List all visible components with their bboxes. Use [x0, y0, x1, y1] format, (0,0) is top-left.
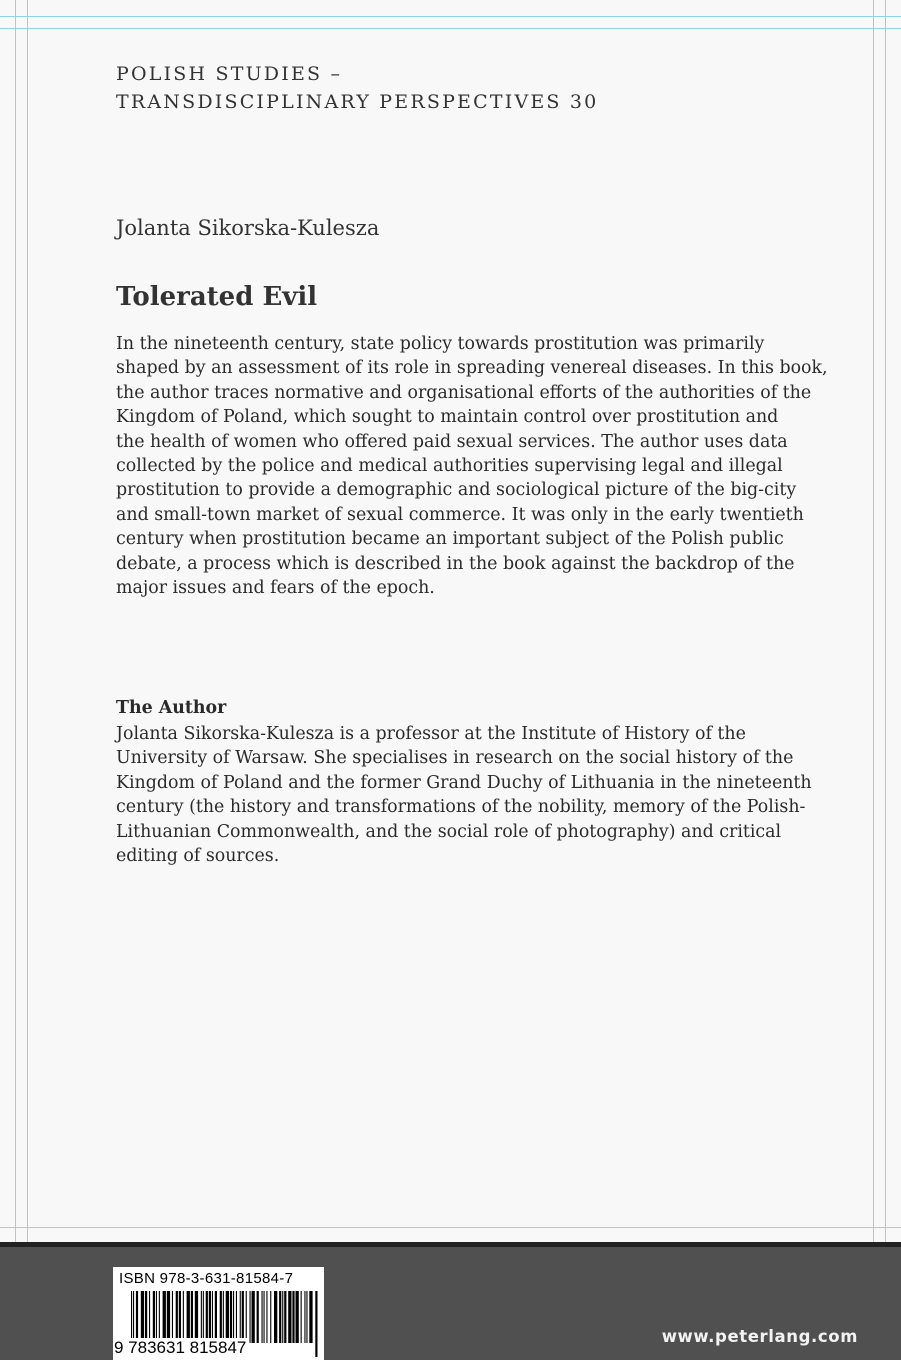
guide-line — [0, 28, 901, 29]
description-line: century when prostitution became an important subject of the Polish public — [116, 529, 784, 550]
description-line: the health of women who offered paid sexual services. The author uses data — [116, 431, 788, 452]
biography-line: Lithuanian Commonwealth, and the social role of photography) and critical — [116, 821, 782, 842]
barcode-number — [113, 1338, 324, 1358]
biography-line: Jolanta Sikorska-Kulesza is a professor at the Institute of History of the — [116, 724, 746, 744]
barcode-bar — [195, 1291, 198, 1343]
barcode-bar — [279, 1291, 281, 1343]
barcode-bar — [145, 1291, 147, 1343]
footer-divider — [0, 1242, 901, 1247]
guide-line — [885, 0, 886, 1360]
biography-line: editing of sources. — [116, 846, 280, 867]
barcode-bar — [236, 1291, 237, 1343]
description-line: prostitution to provide a demographic and sociological picture of the big-city — [116, 480, 797, 501]
barcode-bar — [306, 1291, 307, 1343]
barcode-bar — [183, 1291, 184, 1343]
description-line: the author traces normative and organisational efforts of the authorities of the — [116, 382, 812, 403]
barcode-bar — [270, 1291, 271, 1343]
barcode-bar — [136, 1291, 138, 1343]
guide-line — [0, 16, 901, 17]
barcode-bar — [212, 1291, 213, 1343]
about-author-heading: The Author — [116, 698, 227, 718]
barcode-bar — [301, 1291, 302, 1343]
series-title-line-1: POLISH STUDIES – — [116, 63, 343, 85]
biography-line: century (the history and transformations of the nobility, memory of the Polish- — [116, 797, 806, 818]
description-line: and small-town market of sexual commerce. It was only in the early twentieth — [116, 504, 804, 525]
barcode-bar — [262, 1291, 263, 1343]
barcode-bar — [246, 1291, 247, 1343]
barcode-bar — [206, 1291, 208, 1343]
barcode-bar — [257, 1291, 259, 1343]
biography-line: Kingdom of Poland and the former Grand Duchy of Lithuania in the nineteenth — [116, 772, 812, 793]
barcode-bar — [266, 1291, 267, 1343]
barcode-bar — [220, 1291, 222, 1343]
isbn-label: ISBN 978-3-631-81584-7 — [119, 1270, 294, 1287]
barcode-bar — [203, 1291, 204, 1343]
guide-line — [15, 0, 16, 1360]
barcode-bar — [296, 1291, 299, 1343]
barcode-bar — [163, 1291, 166, 1343]
barcode-bar — [292, 1291, 294, 1343]
barcode-bar — [240, 1291, 241, 1343]
barcode-bar — [309, 1291, 312, 1343]
barcode-bar — [282, 1291, 283, 1343]
barcode-bar — [264, 1291, 265, 1343]
author-name: Jolanta Sikorska-Kulesza — [116, 216, 380, 240]
barcode-bar — [233, 1291, 234, 1343]
barcode-bar — [172, 1291, 173, 1343]
barcode-bar — [179, 1291, 181, 1343]
barcode-bar — [242, 1291, 244, 1343]
guide-line — [0, 1227, 901, 1228]
barcode-bar — [191, 1291, 193, 1343]
series-title — [116, 60, 598, 116]
barcode-bar — [288, 1291, 291, 1343]
book-title: Tolerated Evil — [116, 282, 318, 312]
barcode-bar — [230, 1291, 232, 1343]
barcode-bar — [215, 1291, 217, 1343]
book-description — [116, 332, 828, 600]
barcode-bar — [187, 1291, 190, 1343]
barcode-bar — [250, 1291, 251, 1343]
barcode-bar — [141, 1291, 144, 1343]
barcode-bar — [156, 1291, 157, 1343]
author-biography — [116, 722, 836, 868]
description-line: collected by the police and medical authorities supervising legal and illegal — [116, 456, 783, 477]
barcode-digits: 9 783631 815847 — [114, 1338, 247, 1357]
description-line: major issues and fears of the epoch. — [116, 578, 435, 599]
barcode-bar — [149, 1291, 150, 1343]
barcode-bar — [153, 1291, 155, 1343]
biography-line: University of Warsaw. She specialises in research on the social history of the — [116, 748, 794, 769]
barcode-bar — [274, 1291, 277, 1343]
isbn-barcode — [113, 1267, 324, 1360]
description-line: shaped by an assessment of its role in spreading venereal diseases. In this book, — [116, 358, 828, 379]
description-line: debate, a process which is described in the book against the backdrop of the — [116, 553, 795, 574]
barcode-bar — [252, 1291, 255, 1343]
barcode-bar — [209, 1291, 211, 1343]
barcode-bar — [167, 1291, 170, 1343]
barcode-bar — [176, 1291, 178, 1343]
publisher-website: www.peterlang.com — [661, 1327, 858, 1346]
guide-line — [27, 0, 28, 1360]
description-line: Kingdom of Poland, which sought to maintain control over prostitution and — [116, 407, 779, 428]
series-title-line-2: TRANSDISCIPLINARY PERSPECTIVES 30 — [116, 91, 599, 113]
barcode-bar — [304, 1291, 305, 1343]
barcode-bar — [159, 1291, 160, 1343]
guide-line — [873, 0, 874, 1360]
barcode-bar — [284, 1291, 286, 1343]
barcode-bar — [201, 1291, 202, 1343]
description-line: In the nineteenth century, state policy towards prostitution was primarily — [116, 334, 765, 354]
